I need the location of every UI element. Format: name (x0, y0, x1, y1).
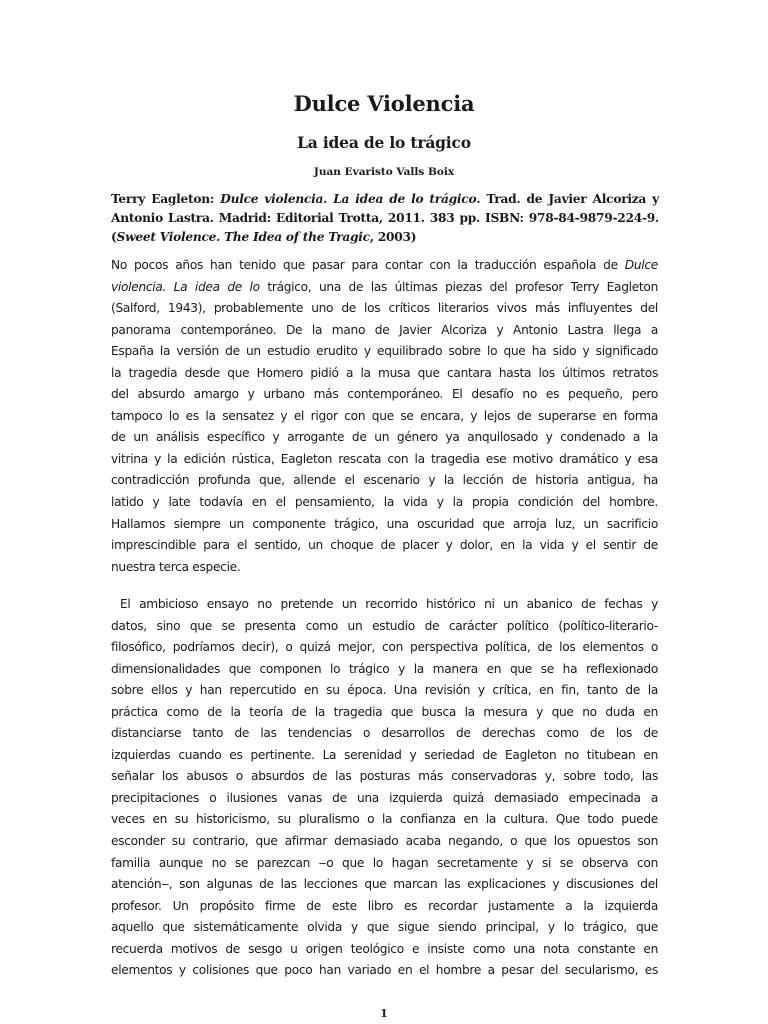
paragraph-line: elementos y colisiones que poco han variado en el hombre a pesar del secularismo, es (111, 963, 658, 978)
reference-line: Antonio Lastra. Madrid: Editorial Trotta, 2011. 383 pp. ISBN: 978-84-9879-224-9. (111, 211, 659, 225)
paragraph-line: tampoco lo es la sensatez y el rigor con que se encara, y lejos de superarse en forma (111, 408, 658, 423)
paragraph-line: de un análisis específico y arrogante de un género ya anquilosado y condenado a la (111, 430, 658, 445)
paragraph-line: aquello que sistemáticamente olvida y que sigue siendo principal, y lo trágico, que (111, 920, 658, 935)
paragraph-line: familia aunque no se parezcan ‒o que lo hagan secretamente y si se observa con (111, 855, 658, 870)
book-reference (111, 190, 659, 247)
body-paragraph-1 (111, 255, 658, 578)
paragraph-line: (Salford, 1943), probablemente uno de los críticos literarios vivos más influyentes del (111, 301, 658, 316)
paragraph-line: del absurdo amargo y urbano más contemporáneo. El desafío no es pequeño, pero (111, 387, 658, 402)
page-number: 1 (380, 1007, 388, 1020)
reference-line: Terry Eagleton: Dulce violencia. La idea de lo trágico. Trad. de Javier Alcoriza y (111, 192, 659, 206)
paragraph-line: dimensionalidades que componen lo trágico y la manera en que se ha reflexionado (111, 661, 658, 676)
paragraph-line: recuerda motivos de sesgo u origen teológico e insiste como una nota constante en (111, 941, 658, 956)
paragraph-line: No pocos años han tenido que pasar para contar con la traducción española de Dulce (111, 258, 658, 272)
paragraph-line: imprescindible para el sentido, un choque de placer y dolor, en la vida y el sentir de (111, 538, 658, 553)
paragraph-line: latido y late todavía en el pensamiento, la vida y la propia condición del hombre. (111, 495, 658, 510)
paragraph-line: señalar los abusos o absurdos de las posturas más conservadoras y, sobre todo, las (111, 769, 658, 784)
paragraph-line: profesor. Un propósito firme de este libro es recordar justamente a la izquierda (111, 898, 658, 913)
document-subtitle: La idea de lo trágico (297, 133, 471, 152)
paragraph-line: distanciarse tanto de las tendencias o desarrollos de derechas como de los de (111, 726, 658, 741)
paragraph-line: El ambicioso ensayo no pretende un recorrido histórico ni un abanico de fechas y (120, 597, 658, 611)
book-title-english: Sweet Violence. The Idea of the Tragic (116, 230, 370, 244)
reference-line: (Sweet Violence. The Idea of the Tragic, 2003) (111, 230, 417, 244)
paragraph-line: atención‒, son algunas de las lecciones que marcan las explicaciones y discusiones del (111, 877, 658, 892)
paragraph-line: sobre ellos y han repercutido en su época. Una revisión y crítica, en fin, tanto de la (111, 683, 658, 698)
paragraph-line: datos, sino que se presenta como un estudio de carácter político (político-literario- (111, 618, 658, 633)
paragraph-line: precipitaciones o ilusiones vanas de una izquierda quizá demasiado empecinada a (111, 790, 658, 805)
paragraph-line: esconder su contrario, que afirmar demasiado acaba negando, o que los opuestos son (111, 834, 658, 849)
paragraph-line: izquierdas cuando es pertinente. La serenidad y seriedad de Eagleton no titubean en (111, 747, 658, 762)
paragraph-line: vitrina y la edición rústica, Eagleton rescata con la tragedia ese motivo dramático y esa (111, 451, 658, 466)
paragraph-line: filosófico, podríamos decir), o quizá mejor, con perspectiva política, de los elementos o (111, 640, 658, 655)
book-title-spanish: Dulce violencia. La idea de lo trágico (220, 192, 477, 206)
paragraph-line: nuestra terca especie. (111, 559, 241, 574)
paragraph-line: práctica como de la teoría de la tragedia que busca la mesura y que no duda en (111, 704, 658, 719)
paragraph-line: violencia. La idea de lo trágico, una de las últimas piezas del profesor Terry Eagleton (111, 279, 658, 294)
body-paragraph-2 (111, 594, 658, 982)
author-name: Juan Evaristo Valls Boix (313, 166, 455, 178)
paragraph-line: panorama contemporáneo. De la mano de Javier Alcoriza y Antonio Lastra llega a (111, 322, 658, 337)
paragraph-line: veces en su historicismo, su pluralismo o la confianza en la cultura. Que todo puede (111, 812, 658, 827)
paragraph-line: Hallamos siempre un componente trágico, una oscuridad que arroja luz, un sacrificio (111, 516, 658, 531)
paragraph-line: España la versión de un estudio erudito y equilibrado sobre lo que ha sido y significado (111, 344, 658, 359)
document-title: Dulce Violencia (293, 91, 475, 116)
paragraph-line: la tragedia desde que Homero pidió a la musa que cantara hasta los últimos retratos (111, 365, 658, 380)
paragraph-line: contradicción profunda que, allende el escenario y la lección de historia antigua, ha (111, 473, 658, 488)
